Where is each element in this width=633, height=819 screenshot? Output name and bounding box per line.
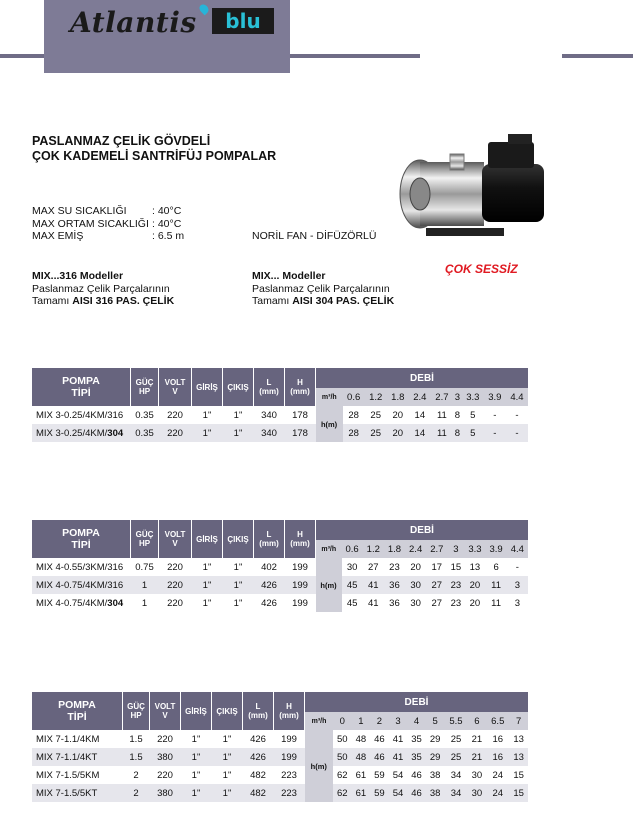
title-line-1: PASLANMAZ ÇELİK GÖVDELİ xyxy=(32,134,211,148)
pump-model: MIX 3-0.25/4KM/316 xyxy=(32,406,131,424)
head-value: 61 xyxy=(352,784,371,802)
flow-value: 4.4 xyxy=(507,540,528,558)
head-value: 29 xyxy=(426,748,445,766)
head-value: 62 xyxy=(333,766,352,784)
head-value: 23 xyxy=(447,594,464,612)
head-value: 5 xyxy=(462,406,484,424)
height-mm: 199 xyxy=(274,730,305,748)
flow-value: 4 xyxy=(407,712,426,730)
head-value: 20 xyxy=(405,558,426,576)
table-row xyxy=(32,558,528,576)
length-mm: 426 xyxy=(254,576,285,594)
pump-model: MIX 7-1.5/5KT xyxy=(32,784,123,802)
power-hp: 1 xyxy=(131,594,159,612)
length-mm: 340 xyxy=(254,406,285,424)
flow-value: 1 xyxy=(352,712,371,730)
height-mm: 178 xyxy=(285,424,316,442)
head-value: 3 xyxy=(507,594,528,612)
head-value: 25 xyxy=(365,406,387,424)
head-value: 29 xyxy=(426,730,445,748)
head-value: 13 xyxy=(464,558,485,576)
inlet: 1" xyxy=(181,766,212,784)
outlet: 1" xyxy=(223,558,254,576)
head-value: 5 xyxy=(462,424,484,442)
power-hp: 0.35 xyxy=(131,406,159,424)
models-316-note: MIX...316 Modeller Paslanmaz Çelik Parçalarının Tamamı AISI 316 PAS. ÇELİK xyxy=(32,270,175,307)
col-volt: VOLT V xyxy=(159,520,192,558)
col-h: H (mm) xyxy=(274,692,305,730)
col-pompa-tipi: POMPA TİPİ xyxy=(32,520,131,558)
head-value: 11 xyxy=(431,424,453,442)
col-pompa-tipi: POMPA TİPİ xyxy=(32,692,123,730)
header-line-mid xyxy=(290,54,420,58)
pump-table-2 xyxy=(32,520,528,612)
height-mm: 199 xyxy=(285,594,316,612)
col-guc: GÜÇ HP xyxy=(131,520,159,558)
head-value: - xyxy=(484,424,506,442)
flow-value: 3.9 xyxy=(486,540,507,558)
head-value: 30 xyxy=(405,576,426,594)
table-row xyxy=(32,748,528,766)
head-value: 36 xyxy=(384,576,405,594)
col-volt: VOLT V xyxy=(150,692,181,730)
head-value: 17 xyxy=(426,558,447,576)
head-value: 59 xyxy=(370,766,389,784)
brand-logo: Atlantis xyxy=(70,6,197,39)
head-value: 8 xyxy=(453,424,462,442)
head-value: 21 xyxy=(468,748,487,766)
head-value: 50 xyxy=(333,748,352,766)
power-hp: 1 xyxy=(131,576,159,594)
length-mm: 426 xyxy=(243,730,274,748)
voltage: 220 xyxy=(150,730,181,748)
pump-table-3 xyxy=(32,692,528,802)
header-line-right xyxy=(562,54,633,58)
flow-value: 3.3 xyxy=(464,540,485,558)
head-value: 41 xyxy=(363,576,384,594)
table-row xyxy=(32,594,528,612)
brand-sub-logo: blu xyxy=(212,8,274,34)
head-value: 14 xyxy=(409,424,431,442)
col-debi: DEBİ xyxy=(316,368,529,388)
flow-value: 2.7 xyxy=(426,540,447,558)
head-value: 50 xyxy=(333,730,352,748)
flow-value: 3 xyxy=(389,712,408,730)
spec-row: MAX SU SICAKLIĞI : 40°C xyxy=(32,205,182,217)
head-value: 30 xyxy=(468,784,487,802)
voltage: 380 xyxy=(150,784,181,802)
head-value: 38 xyxy=(426,766,445,784)
col-h: H (mm) xyxy=(285,368,316,406)
voltage: 220 xyxy=(159,576,192,594)
power-hp: 0.75 xyxy=(131,558,159,576)
head-value: 16 xyxy=(486,730,509,748)
col-guc: GÜÇ HP xyxy=(131,368,159,406)
head-value: 30 xyxy=(405,594,426,612)
length-mm: 482 xyxy=(243,784,274,802)
head-unit: h(m) xyxy=(316,406,343,442)
head-value: 41 xyxy=(389,748,408,766)
head-value: 20 xyxy=(464,594,485,612)
outlet: 1" xyxy=(223,576,254,594)
flow-value: 2.4 xyxy=(409,388,431,406)
outlet: 1" xyxy=(212,748,243,766)
flow-unit: m³/h xyxy=(316,540,342,558)
col-pompa-tipi: POMPA TİPİ xyxy=(32,368,131,406)
flow-value: 0 xyxy=(333,712,352,730)
inlet: 1" xyxy=(192,424,223,442)
flow-value: 3.9 xyxy=(484,388,506,406)
flow-value: 2.7 xyxy=(431,388,453,406)
head-value: - xyxy=(506,406,528,424)
head-value: 23 xyxy=(384,558,405,576)
noril-note: NORİL FAN - DİFÜZÖRLÜ xyxy=(252,230,377,242)
col-cikis: ÇIKIŞ xyxy=(223,520,254,558)
head-value: 15 xyxy=(509,784,528,802)
head-value: 27 xyxy=(363,558,384,576)
head-value: 34 xyxy=(444,784,467,802)
head-value: 28 xyxy=(343,424,365,442)
head-value: 35 xyxy=(407,748,426,766)
length-mm: 426 xyxy=(243,748,274,766)
head-value: 48 xyxy=(352,730,371,748)
height-mm: 199 xyxy=(274,748,305,766)
spec-row: MAX ORTAM SICAKLIĞI : 40°C xyxy=(32,217,182,230)
outlet: 1" xyxy=(212,784,243,802)
voltage: 380 xyxy=(150,748,181,766)
head-value: 62 xyxy=(333,784,352,802)
flow-value: 1.8 xyxy=(384,540,405,558)
table-row xyxy=(32,766,528,784)
flow-value: 1.8 xyxy=(387,388,409,406)
head-value: 27 xyxy=(426,594,447,612)
flow-unit: m³/h xyxy=(316,388,343,406)
inlet: 1" xyxy=(192,576,223,594)
pump-model: MIX 4-0.55/3KM/316 xyxy=(32,558,131,576)
flow-value: 1.2 xyxy=(363,540,384,558)
header-line-left xyxy=(0,54,44,58)
power-hp: 2 xyxy=(123,766,150,784)
head-value: 30 xyxy=(342,558,363,576)
col-guc: GÜÇ HP xyxy=(123,692,150,730)
head-value: 41 xyxy=(363,594,384,612)
height-mm: 223 xyxy=(274,784,305,802)
head-unit: h(m) xyxy=(316,558,342,612)
models-304-note: MIX... Modeller Paslanmaz Çelik Parçalarının Tamamı AISI 304 PAS. ÇELİK xyxy=(252,270,395,307)
head-value: 46 xyxy=(407,784,426,802)
head-value: - xyxy=(506,424,528,442)
inlet: 1" xyxy=(181,748,212,766)
pump-table-1 xyxy=(32,368,528,442)
outlet: 1" xyxy=(223,594,254,612)
head-value: 25 xyxy=(365,424,387,442)
head-value: - xyxy=(507,558,528,576)
height-mm: 199 xyxy=(285,576,316,594)
flow-value: 6.5 xyxy=(486,712,509,730)
length-mm: 482 xyxy=(243,766,274,784)
col-cikis: ÇIKIŞ xyxy=(223,368,254,406)
length-mm: 402 xyxy=(254,558,285,576)
head-value: 23 xyxy=(447,576,464,594)
length-mm: 426 xyxy=(254,594,285,612)
inlet: 1" xyxy=(181,784,212,802)
col-giris: GİRİŞ xyxy=(192,520,223,558)
head-value: 13 xyxy=(509,748,528,766)
head-value: 27 xyxy=(426,576,447,594)
power-hp: 0.35 xyxy=(131,424,159,442)
pump-model: MIX 3-0.25/4KM/304 xyxy=(32,424,131,442)
flow-value: 7 xyxy=(509,712,528,730)
flow-value: 3 xyxy=(453,388,462,406)
col-h: H (mm) xyxy=(285,520,316,558)
flow-value: 6 xyxy=(468,712,487,730)
pump-image xyxy=(396,132,556,250)
head-value: 8 xyxy=(453,406,462,424)
silent-label: ÇOK SESSİZ xyxy=(445,262,518,276)
col-giris: GİRİŞ xyxy=(192,368,223,406)
head-value: 46 xyxy=(407,766,426,784)
col-l: L (mm) xyxy=(254,520,285,558)
flow-value: 5 xyxy=(426,712,445,730)
table-row xyxy=(32,424,528,442)
col-volt: VOLT V xyxy=(159,368,192,406)
power-hp: 2 xyxy=(123,784,150,802)
outlet: 1" xyxy=(223,424,254,442)
spec-list xyxy=(32,205,184,243)
head-value: 45 xyxy=(342,576,363,594)
flow-value: 3.3 xyxy=(462,388,484,406)
head-value: 24 xyxy=(486,784,509,802)
head-value: 34 xyxy=(444,766,467,784)
head-value: 21 xyxy=(468,730,487,748)
head-value: 30 xyxy=(468,766,487,784)
col-giris: GİRİŞ xyxy=(181,692,212,730)
height-mm: 223 xyxy=(274,766,305,784)
power-hp: 1.5 xyxy=(123,730,150,748)
flow-value: 5.5 xyxy=(444,712,467,730)
head-value: 25 xyxy=(444,730,467,748)
head-value: 20 xyxy=(387,406,409,424)
head-value: 15 xyxy=(447,558,464,576)
height-mm: 178 xyxy=(285,406,316,424)
flow-value: 2 xyxy=(370,712,389,730)
voltage: 220 xyxy=(159,406,192,424)
col-l: L (mm) xyxy=(243,692,274,730)
head-value: 6 xyxy=(486,558,507,576)
head-value: 48 xyxy=(352,748,371,766)
table-row xyxy=(32,576,528,594)
flow-unit: m³/h xyxy=(305,712,334,730)
head-value: 36 xyxy=(384,594,405,612)
outlet: 1" xyxy=(212,766,243,784)
outlet: 1" xyxy=(223,406,254,424)
inlet: 1" xyxy=(192,558,223,576)
pump-model: MIX 4-0.75/4KM/304 xyxy=(32,594,131,612)
col-debi: DEBİ xyxy=(316,520,529,540)
voltage: 220 xyxy=(159,558,192,576)
head-value: 41 xyxy=(389,730,408,748)
power-hp: 1.5 xyxy=(123,748,150,766)
head-value: 45 xyxy=(342,594,363,612)
head-value: 11 xyxy=(486,576,507,594)
head-value: 54 xyxy=(389,784,408,802)
head-value: 20 xyxy=(387,424,409,442)
head-value: 46 xyxy=(370,730,389,748)
inlet: 1" xyxy=(181,730,212,748)
head-value: 20 xyxy=(464,576,485,594)
inlet: 1" xyxy=(192,594,223,612)
head-value: 28 xyxy=(343,406,365,424)
col-l: L (mm) xyxy=(254,368,285,406)
outlet: 1" xyxy=(212,730,243,748)
pump-model: MIX 7-1.5/5KM xyxy=(32,766,123,784)
head-value: 13 xyxy=(509,730,528,748)
head-value: 15 xyxy=(509,766,528,784)
flow-value: 4.4 xyxy=(506,388,528,406)
table-row xyxy=(32,730,528,748)
length-mm: 340 xyxy=(254,424,285,442)
head-value: 14 xyxy=(409,406,431,424)
pump-model: MIX 7-1.1/4KM xyxy=(32,730,123,748)
head-value: 38 xyxy=(426,784,445,802)
table-row xyxy=(32,406,528,424)
head-value: 46 xyxy=(370,748,389,766)
head-value: 3 xyxy=(507,576,528,594)
head-value: 61 xyxy=(352,766,371,784)
head-value: 11 xyxy=(486,594,507,612)
table-row xyxy=(32,784,528,802)
head-value: 25 xyxy=(444,748,467,766)
head-value: 59 xyxy=(370,784,389,802)
flow-value: 1.2 xyxy=(365,388,387,406)
head-value: 24 xyxy=(486,766,509,784)
voltage: 220 xyxy=(150,766,181,784)
flow-value: 0.6 xyxy=(342,540,363,558)
head-value: 54 xyxy=(389,766,408,784)
col-debi: DEBİ xyxy=(305,692,529,712)
inlet: 1" xyxy=(192,406,223,424)
head-unit: h(m) xyxy=(305,730,334,802)
spec-row: MAX EMİŞ : 6.5 m xyxy=(32,230,185,242)
voltage: 220 xyxy=(159,594,192,612)
col-cikis: ÇIKIŞ xyxy=(212,692,243,730)
title-line-2: ÇOK KADEMELİ SANTRİFÜJ POMPALAR xyxy=(32,149,277,163)
head-value: 11 xyxy=(431,406,453,424)
pump-model: MIX 7-1.1/4KT xyxy=(32,748,123,766)
voltage: 220 xyxy=(159,424,192,442)
pump-model: MIX 4-0.75/4KM/316 xyxy=(32,576,131,594)
flow-value: 2.4 xyxy=(405,540,426,558)
head-value: - xyxy=(484,406,506,424)
page-title xyxy=(32,134,276,164)
flow-value: 0.6 xyxy=(343,388,365,406)
flow-value: 3 xyxy=(447,540,464,558)
height-mm: 199 xyxy=(285,558,316,576)
head-value: 35 xyxy=(407,730,426,748)
head-value: 16 xyxy=(486,748,509,766)
